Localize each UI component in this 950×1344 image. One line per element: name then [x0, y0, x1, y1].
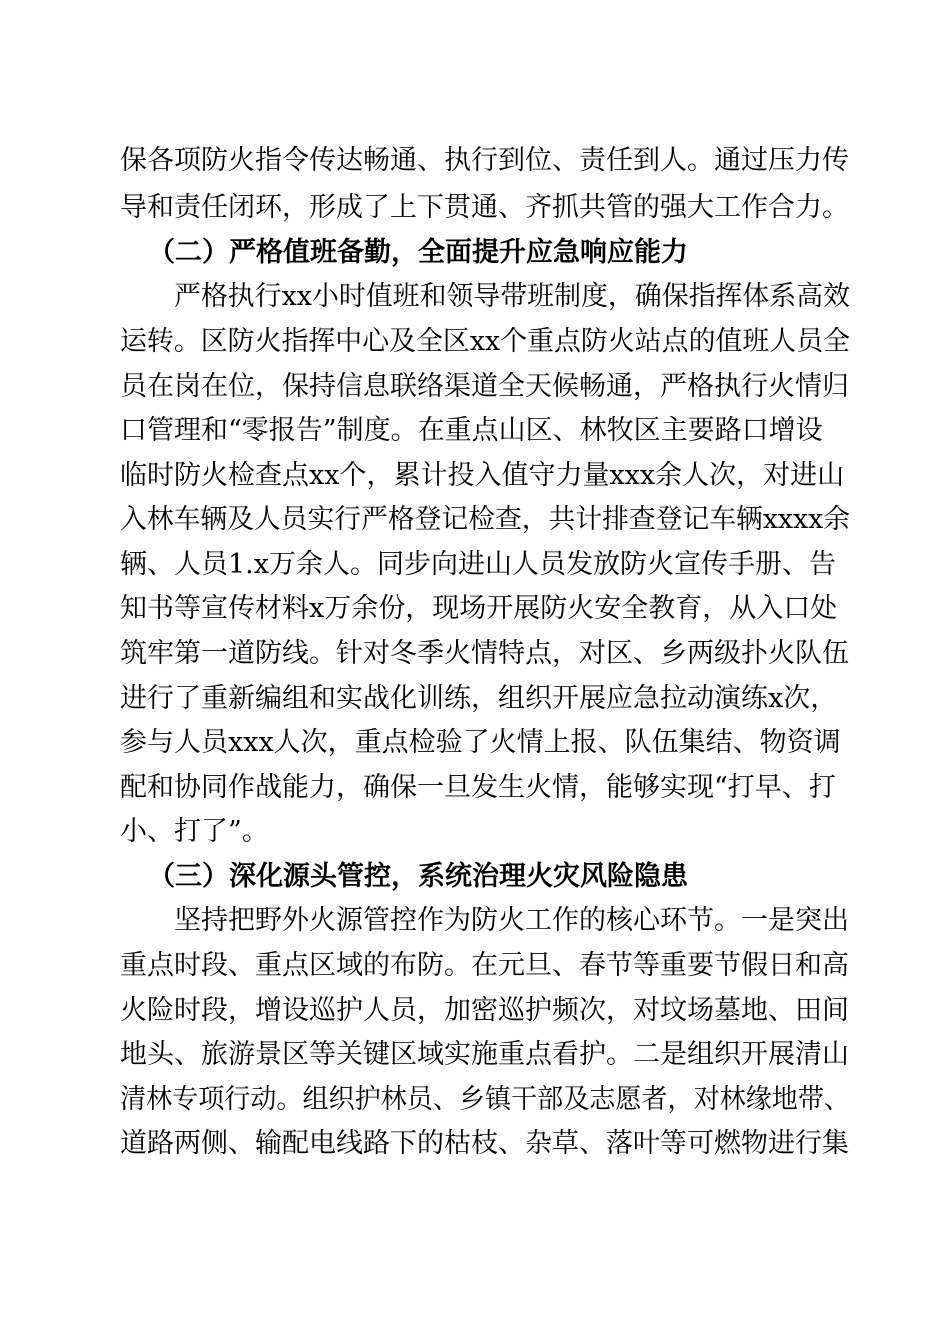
line-text: 小、打了”。	[120, 816, 269, 847]
body-line	[0, 1035, 950, 1075]
body-line	[0, 367, 950, 407]
body-line	[0, 411, 950, 451]
body-line	[0, 589, 950, 629]
line-text: 运转。区防火指挥中心及全区xx个重点防火站点的值班人员全	[120, 326, 851, 357]
body-line	[0, 1080, 950, 1120]
body-line	[0, 277, 950, 317]
line-text: 配和协同作战能力，确保一旦发生火情，能够实现“打早、打	[120, 772, 836, 803]
body-line	[0, 812, 950, 852]
line-text: 火险时段，增设巡护人员，加密巡护频次，对坟场墓地、田间	[120, 995, 849, 1026]
body-line	[0, 901, 950, 941]
line-text: 辆、人员1.x万余人。同步向进山人员发放防火宣传手册、告	[120, 549, 836, 580]
body-line	[0, 991, 950, 1031]
line-text: 清林专项行动。组织护林员、乡镇干部及志愿者，对林缘地带、	[120, 1084, 850, 1115]
body-line	[0, 188, 950, 228]
line-text: 严格执行xx小时值班和领导带班制度，确保指挥体系高效	[174, 281, 851, 312]
line-text: 口管理和“零报告”制度。在重点山区、林牧区主要路口增设	[120, 415, 823, 446]
body-line	[0, 723, 950, 763]
body-line	[0, 634, 950, 674]
line-text: 入林车辆及人员实行严格登记检查，共计排查登记车辆xxxx余	[120, 504, 851, 535]
line-text: 地头、旅游景区等关键区域实施重点看护。二是组织开展清山	[120, 1039, 849, 1070]
line-text: 坚持把野外火源管控作为防火工作的核心环节。一是突出	[174, 905, 849, 936]
body-line	[0, 141, 950, 181]
body-line	[0, 545, 950, 585]
line-text: 进行了重新编组和实战化训练，组织开展应急拉动演练x次，	[120, 683, 838, 714]
line-text: 道路两侧、输配电线路下的枯枝、杂草、落叶等可燃物进行集	[120, 1128, 849, 1159]
line-text: 知书等宣传材料x万余份，现场开展防火安全教育，从入口处	[120, 593, 838, 624]
line-text: 重点时段、重点区域的布防。在元旦、春节等重要节假日和高	[120, 950, 849, 981]
section-heading-3	[0, 857, 950, 897]
body-line	[0, 679, 950, 719]
line-text: 参与人员xxx人次，重点检验了火情上报、队伍集结、物资调	[120, 727, 841, 758]
line-text: 临时防火检查点xx个，累计投入值守力量xxx余人次，对进山	[120, 460, 845, 491]
line-text: 导和责任闭环，形成了上下贯通、齐抓共管的强大工作合力。	[120, 192, 849, 223]
line-text: 保各项防火指令传达畅通、执行到位、责任到人。通过压力传	[120, 145, 849, 176]
body-line	[0, 500, 950, 540]
body-line	[0, 456, 950, 496]
body-line	[0, 1124, 950, 1164]
section-heading-2	[0, 233, 950, 273]
body-line	[0, 946, 950, 986]
heading-text: （二）严格值班备勤，全面提升应急响应能力	[148, 237, 688, 268]
heading-text: （三）深化源头管控，系统治理火灾风险隐患	[148, 861, 688, 892]
line-text: 筑牢第一道防线。针对冬季火情特点，对区、乡两级扑火队伍	[120, 638, 849, 669]
body-line	[0, 322, 950, 362]
body-line	[0, 768, 950, 808]
line-text: 员在岗在位，保持信息联络渠道全天候畅通，严格执行火情归	[120, 371, 849, 402]
